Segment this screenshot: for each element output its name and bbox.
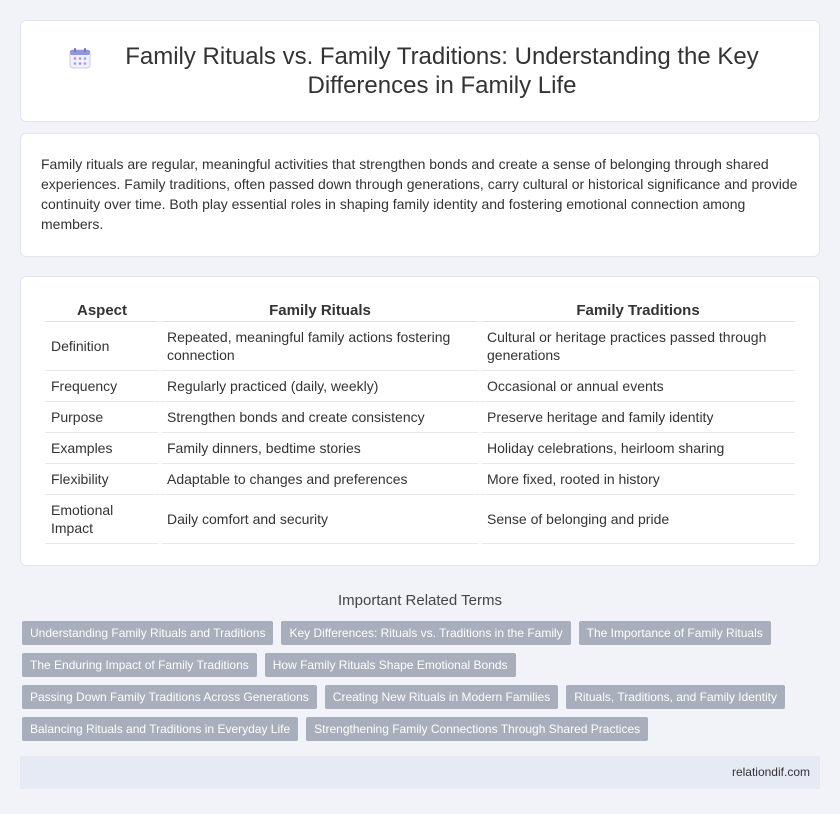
row-aspect: Examples [45,433,159,464]
row-aspect: Definition [45,322,159,371]
related-tag[interactable]: Strengthening Family Connections Through Shared Practices [306,717,648,741]
related-terms-heading: Important Related Terms [338,592,502,609]
calendar-icon [68,46,92,70]
row-traditions: Occasional or annual events [481,371,795,402]
row-rituals: Adaptable to changes and preferences [161,464,479,495]
related-tag[interactable]: Balancing Rituals and Traditions in Everyday Life [22,717,298,741]
row-rituals: Strengthen bonds and create consistency [161,402,479,433]
comparison-card [20,276,820,566]
table-row [45,371,795,402]
row-traditions: More fixed, rooted in history [481,464,795,495]
header-family-traditions: Family Traditions [481,299,795,322]
row-rituals: Family dinners, bedtime stories [161,433,479,464]
row-rituals: Repeated, meaningful family actions fostering connection [161,322,479,371]
related-tag[interactable]: How Family Rituals Shape Emotional Bonds [265,653,516,677]
related-tag[interactable]: Passing Down Family Traditions Across Generations [22,685,317,709]
related-tag[interactable]: Creating New Rituals in Modern Families [325,685,558,709]
related-tags [22,621,818,741]
related-tag[interactable]: The Importance of Family Rituals [579,621,771,645]
table-header-row [45,299,795,322]
intro-card [20,133,820,257]
table-row [45,464,795,495]
footer-site[interactable]: relationdif.com [731,765,810,779]
related-tag[interactable]: The Enduring Impact of Family Traditions [22,653,257,677]
row-rituals: Daily comfort and security [161,495,479,544]
table-row [45,433,795,464]
header-family-rituals: Family Rituals [161,299,479,322]
header-aspect: Aspect [45,299,159,322]
table-row [45,322,795,371]
table-row [45,495,795,544]
related-tag[interactable]: Key Differences: Rituals vs. Traditions in the Family [281,621,570,645]
row-traditions: Holiday celebrations, heirloom sharing [481,433,795,464]
footer [20,756,820,789]
header-card [20,20,820,122]
row-traditions: Sense of belonging and pride [481,495,795,544]
row-traditions: Preserve heritage and family identity [481,402,795,433]
related-tag[interactable]: Rituals, Traditions, and Family Identity [566,685,785,709]
row-aspect: Frequency [45,371,159,402]
related-tag[interactable]: Understanding Family Rituals and Traditions [22,621,273,645]
row-aspect: Emotional Impact [45,495,159,544]
page-title: Family Rituals vs. Family Traditions: Understanding the Key Differences in Family Life [125,43,759,99]
row-traditions: Cultural or heritage practices passed through generations [481,322,795,371]
intro-text: Family rituals are regular, meaningful activities that strengthen bonds and create a sense of belonging through shared experiences. Family traditions, often passed down through generations, carry cultural or historical significance and provide continuity over time. Both play essential roles in shaping family identity and fostering emotional connection among members. [41,156,798,232]
row-aspect: Purpose [45,402,159,433]
comparison-table [43,299,797,544]
row-aspect: Flexibility [45,464,159,495]
table-row [45,402,795,433]
related-terms-section [0,592,840,741]
row-rituals: Regularly practiced (daily, weekly) [161,371,479,402]
